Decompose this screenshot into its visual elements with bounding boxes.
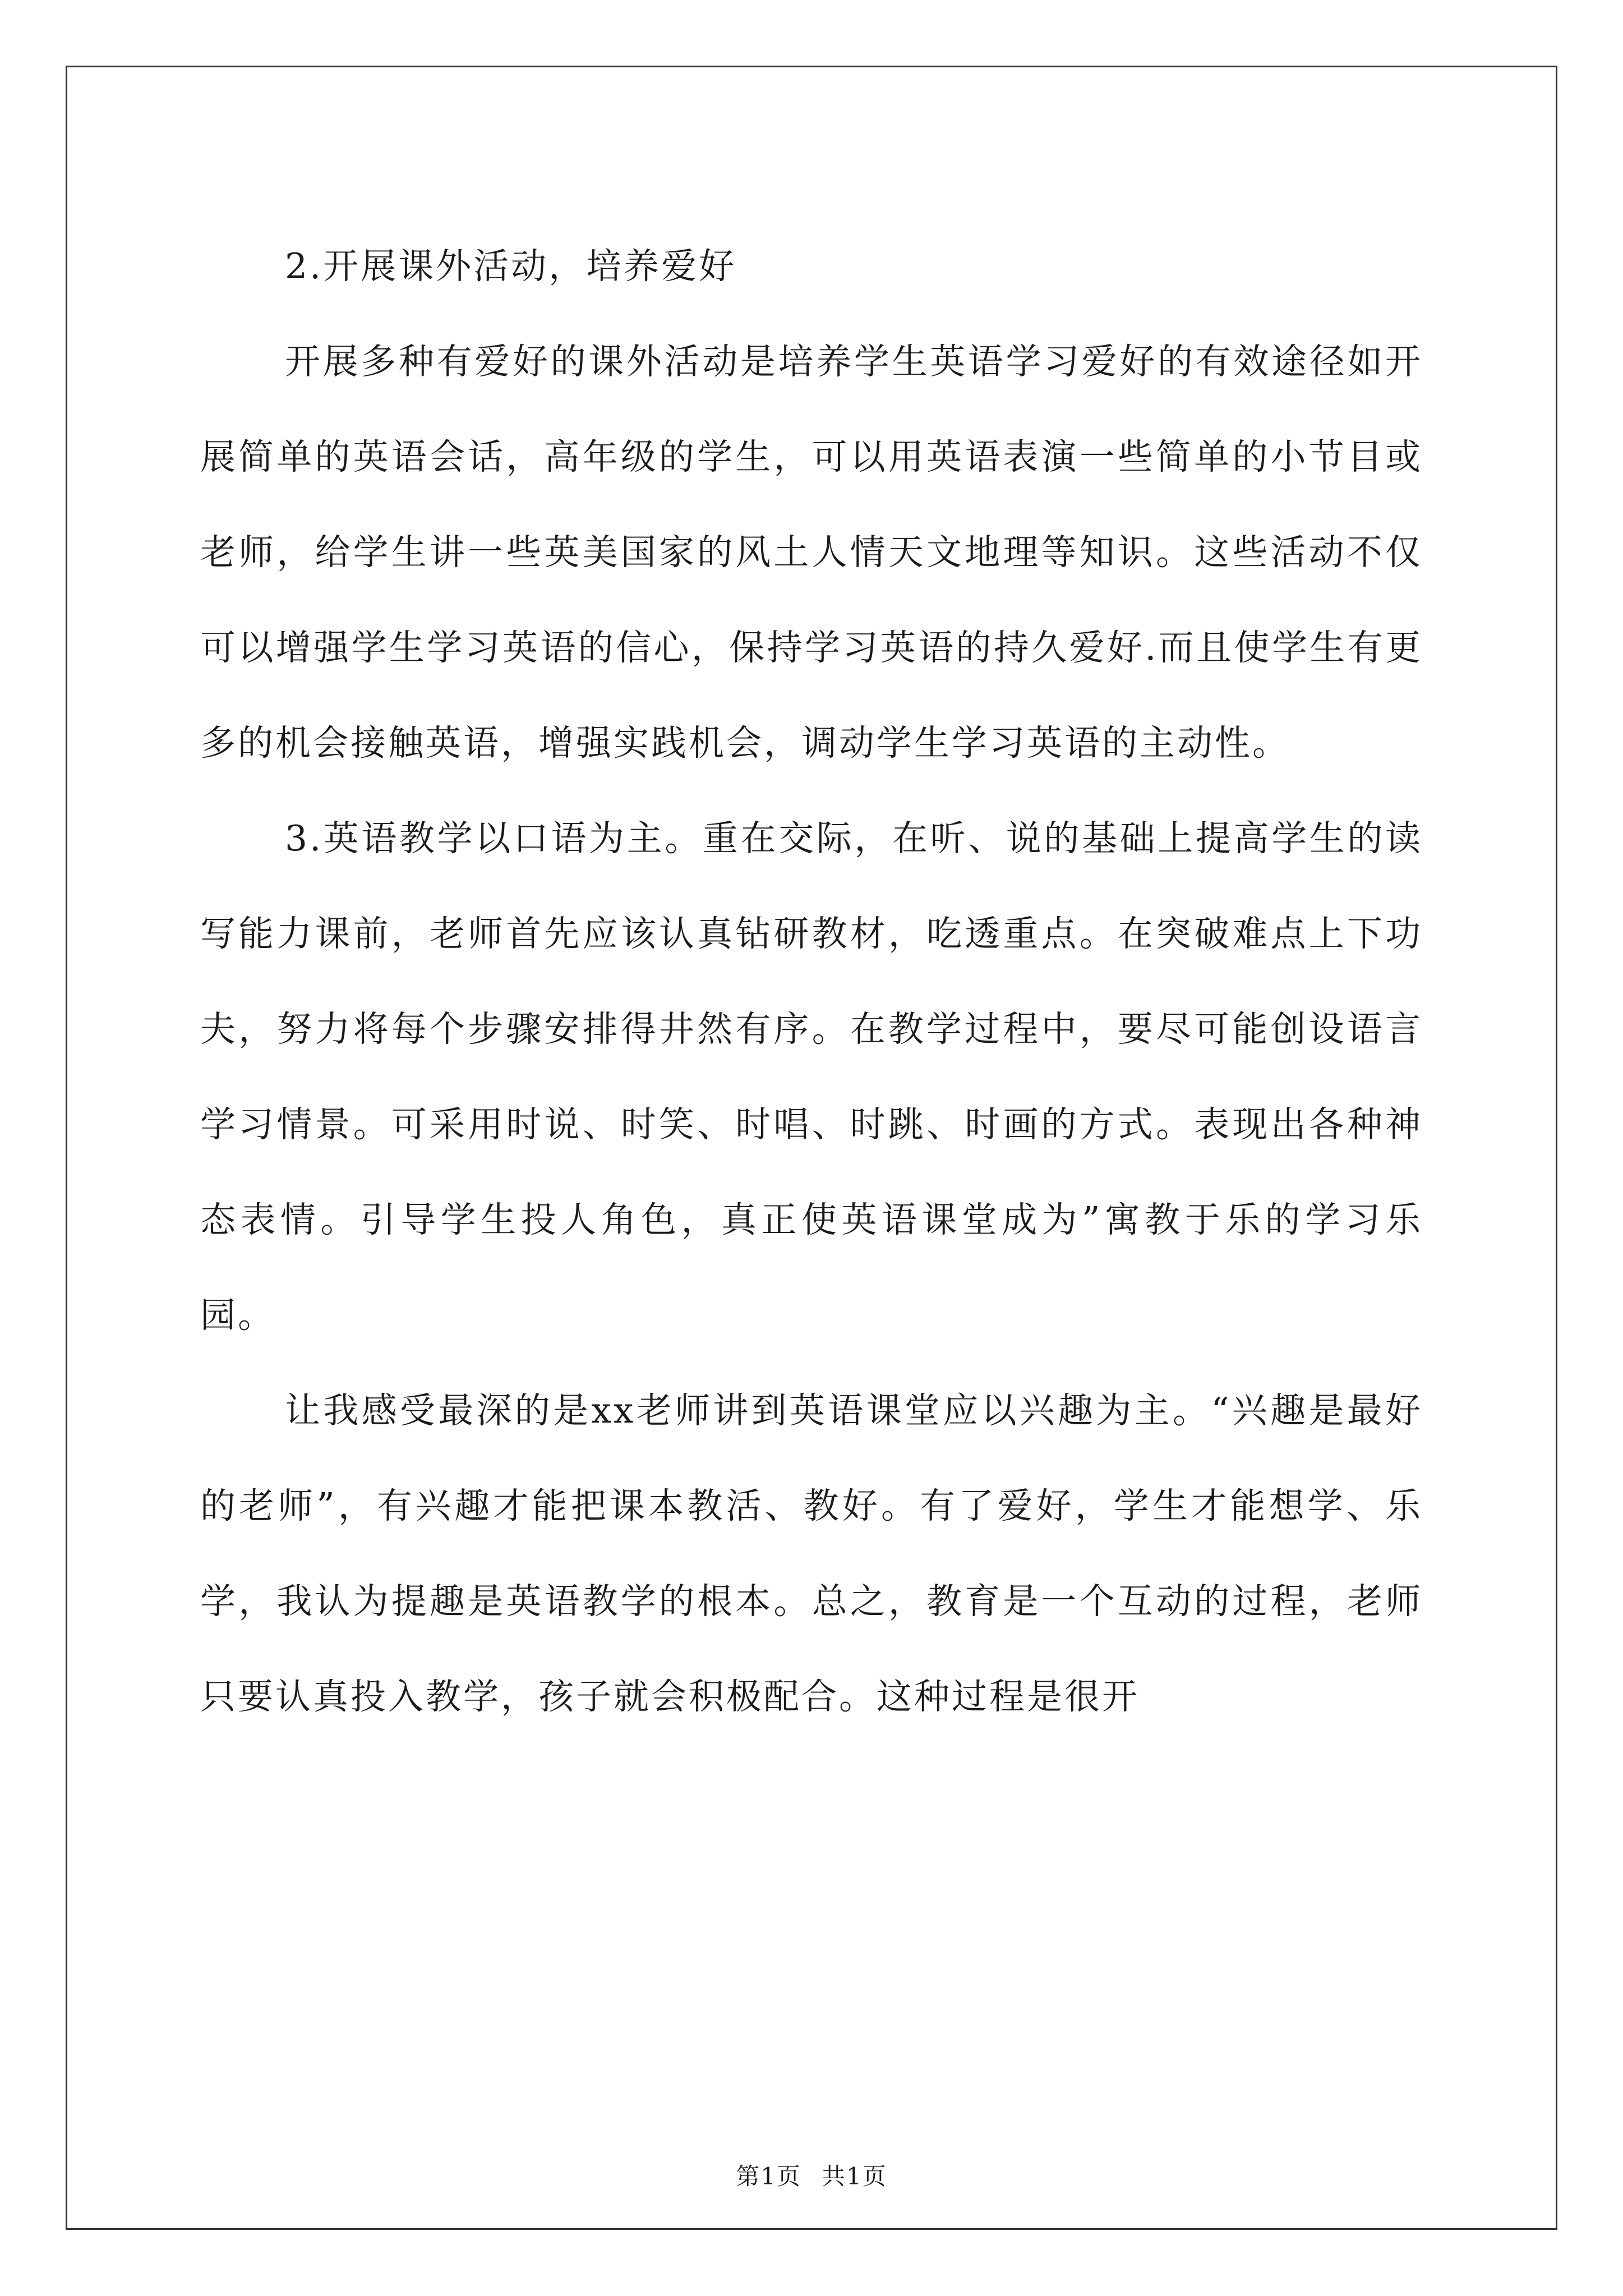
page-number: 第1页 (736, 2162, 801, 2190)
paragraph-interest: 让我感受最深的是xx老师讲到英语课堂应以兴趣为主。“兴趣是最好的老师”，有兴趣才能把课本教活、教好。有了爱好，学生才能想学、乐学，我认为提趣是英语教学的根本。总之，教育是一个互动的过程，老师只要认真投入教学，孩子就会积极配合。这种过程是很开 (200, 1390, 1423, 1717)
paragraph-oral-teaching: 3.英语教学以口语为主。重在交际，在听、说的基础上提高学生的读写能力课前，老师首先应该认真钻研教材，吃透重点。在突破难点上下功夫，努力将每个步骤安排得井然有序。在教学过程中，要尽可能创设语言学习情景。可采用时说、时笑、时唱、时跳、时画的方式。表现出各种神态表情。引导学生投人角色，真正使英语课堂成为”寓教于乐的学习乐园。 (200, 818, 1423, 1336)
document-body (200, 219, 1423, 1745)
heading-activities: 2.开展课外活动，培养爱好 (285, 246, 737, 287)
paragraph-activities: 开展多种有爱好的课外活动是培养学生英语学习爱好的有效途径如开展简单的英语会话，高年级的学生，可以用英语表演一些简单的小节目或老师，给学生讲一些英美国家的风土人情天文地理等知识。这些活动不仅可以增强学生学习英语的信心，保持学习英语的持久爱好.而且使学生有更多的机会接触英语，增强实践机会，调动学生学习英语的主动性。 (200, 341, 1423, 763)
page-total: 共1页 (822, 2162, 887, 2190)
page-footer (0, 2160, 1623, 2193)
